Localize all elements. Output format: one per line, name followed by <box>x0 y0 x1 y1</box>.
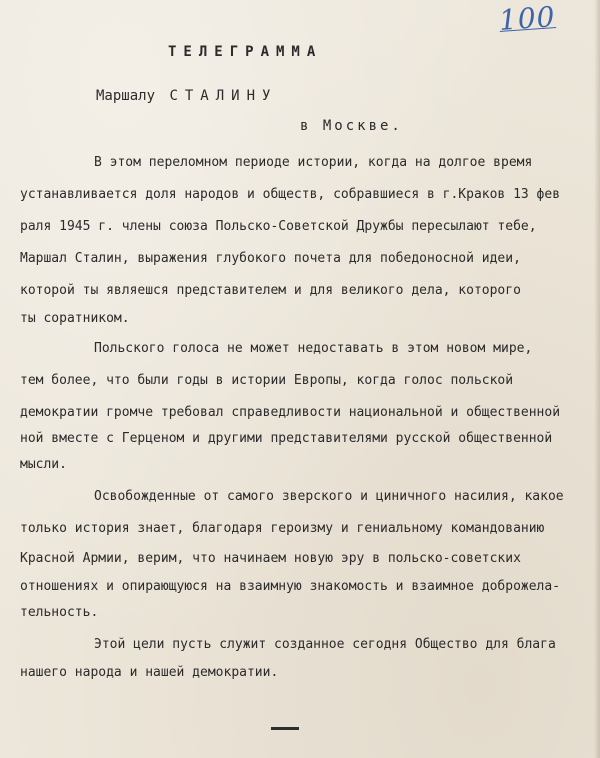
body-line: Польского голоса не может недоставать в этом новом мире, <box>94 341 533 356</box>
body-line: Этой цели пусть служит созданное сегодня Общество для блага <box>94 637 556 652</box>
folio-number: 100 <box>497 0 557 37</box>
addressee-name: СТАЛИНУ <box>169 88 278 104</box>
body-line: В этом переломном периоде истории, когда на долгое время <box>94 155 533 170</box>
body-line: ты соратником. <box>20 311 130 326</box>
body-line: тем более, что были годы в истории Европы, когда голос польской <box>20 373 514 388</box>
body-line: мысли. <box>20 457 67 472</box>
body-line: только история знает, благодаря героизму и гениальному командованию <box>20 521 545 536</box>
document-title: ТЕЛЕГРАММА <box>168 44 323 60</box>
body-line: отношениях и опирающуюся на взаимную знакомость и взаимное доброжела- <box>20 579 561 594</box>
body-line: Маршал Сталин, выражения глубокого почета для победоносной идеи, <box>20 251 521 266</box>
body-line: нашего народа и нашей демократии. <box>20 665 279 680</box>
addressee-line <box>96 88 277 104</box>
body-line: тельность. <box>20 605 99 620</box>
closing-dash <box>271 727 299 730</box>
body-line: ной вместе с Герценом и другими представителями русской общественной <box>20 431 553 446</box>
body-line: Освобожденные от самого зверского и циничного насилия, какое <box>94 489 564 504</box>
telegram-body <box>0 150 600 710</box>
body-line: демократии громче требовал справедливости национальной и общественной <box>20 405 561 420</box>
body-line: устанавливается доля народов и обществ, собравшиеся в г.Краков 13 фев <box>20 187 561 202</box>
body-line: Красной Армии, верим, что начинаем новую эру в польско-советских <box>20 551 521 566</box>
body-line: которой ты являешся представителем и для великого дела, которого <box>20 283 521 298</box>
location-line: в Москве. <box>300 118 403 134</box>
body-line: раля 1945 г. члены союза Польско-Советской Дружбы пересылают тебе, <box>20 219 537 234</box>
addressee-prefix: Маршалу <box>96 88 156 104</box>
